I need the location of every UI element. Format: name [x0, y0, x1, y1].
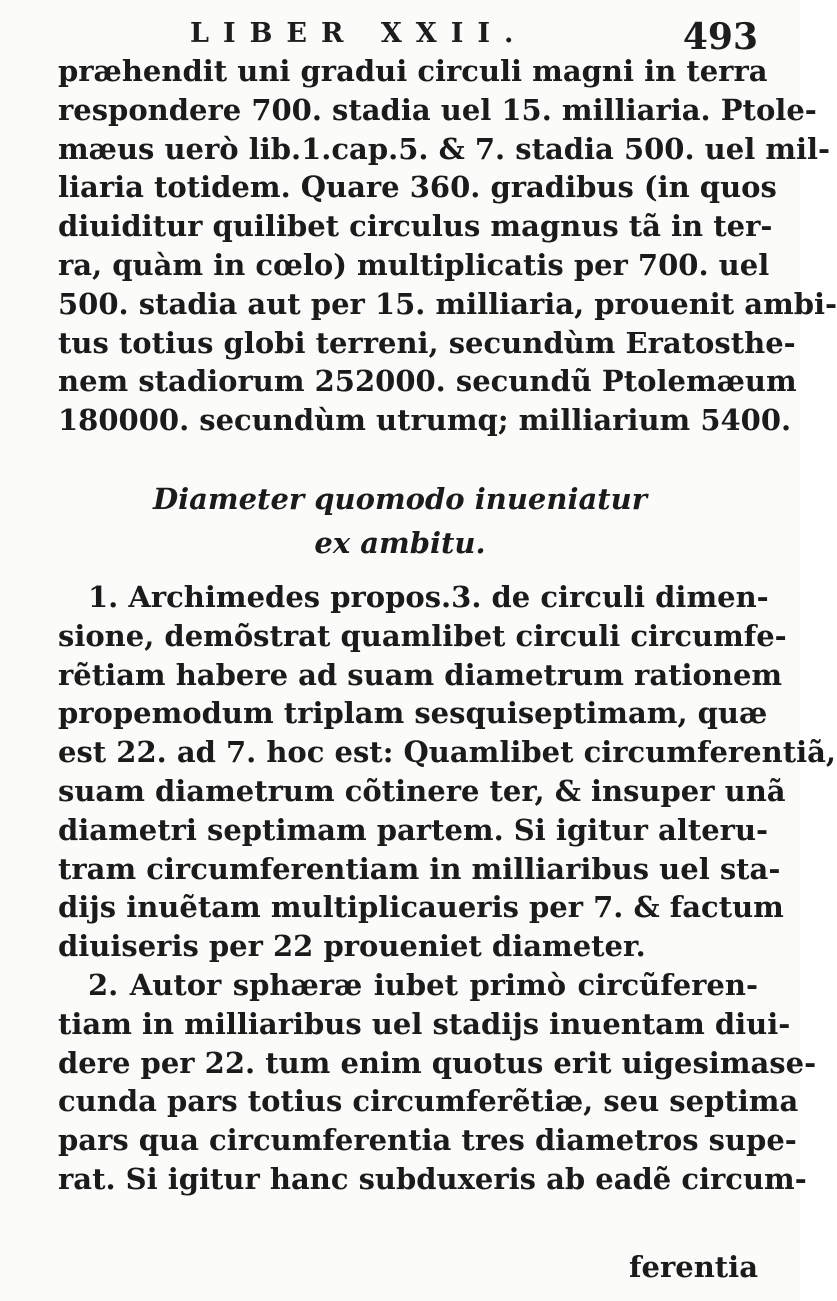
text-line: est 22. ad 7. hoc est: Quamlibet circumferentiã, [58, 735, 837, 770]
text-line: dijs inuẽtam multiplicaueris per 7. & factum [58, 890, 784, 925]
text-line: tus totius globi terreni, secundùm Eratosthe- [58, 325, 796, 360]
text-line: cunda pars totius circumferẽtiæ, seu septima [58, 1084, 799, 1119]
text-line: rat. Si igitur hanc subduxeris ab eadẽ circum- [58, 1161, 807, 1196]
text-line: tram circumferentiam in milliaribus uel sta- [58, 851, 781, 886]
text-line: 2. Autor sphæræ iubet primò circũferen- [88, 967, 758, 1002]
text-line: propemodum triplam sesquiseptimam, quæ [58, 696, 768, 731]
text-line: suam diametrum cõtinere ter, & insuper unã [58, 773, 786, 808]
section-heading: Diameter quomodo inueniatur [152, 482, 648, 516]
text-line: pars qua circumferentia tres diametros supe- [58, 1123, 797, 1158]
text-line: tiam in milliaribus uel stadijs inuentam diui- [58, 1006, 791, 1041]
text-line: mæus uerò lib.1.cap.5. & 7. stadia 500. uel mil- [58, 131, 831, 166]
text-line: nem stadiorum 252000. secundũ Ptolemæum [58, 364, 797, 399]
text-line: 1. Archimedes propos.3. de circuli dimen- [88, 580, 769, 614]
paragraph-1 [58, 52, 837, 440]
text-line: sione, demõstrat quamlibet circuli circumfe- [58, 618, 787, 653]
text-line: diuiseris per 22 proueniet diameter. [58, 929, 646, 964]
section-heading-continuation: ex ambitu. [314, 526, 486, 560]
catchword: ferentia [629, 1250, 758, 1284]
text-line: 180000. secundùm utrumq; milliarium 5400. [58, 403, 792, 438]
text-line: diametri septimam partem. Si igitur alteru- [58, 812, 769, 847]
text-line: rẽtiam habere ad suam diametrum rationem [58, 657, 783, 692]
page-header [0, 12, 800, 58]
text-line: respondere 700. stadia uel 15. milliaria. Ptole- [58, 92, 817, 127]
text-line: dere per 22. tum enim quotus erit uigesimase- [58, 1045, 817, 1080]
text-line: diuiditur quilibet circulus magnus tã in ter- [58, 209, 773, 244]
text-line: ra, quàm in cœlo) multiplicatis per 700. uel [58, 247, 770, 282]
running-head: LIBER XXII. [190, 18, 528, 49]
paragraph-2-and-3 [58, 578, 837, 1199]
text-line: 500. stadia aut per 15. milliaria, prouenit ambi- [58, 286, 837, 321]
text-line: liaria totidem. Quare 360. gradibus (in quos [58, 170, 777, 205]
page-number: 493 [682, 16, 758, 58]
text-line: præhendit uni gradui circuli magni in terra [58, 54, 768, 88]
